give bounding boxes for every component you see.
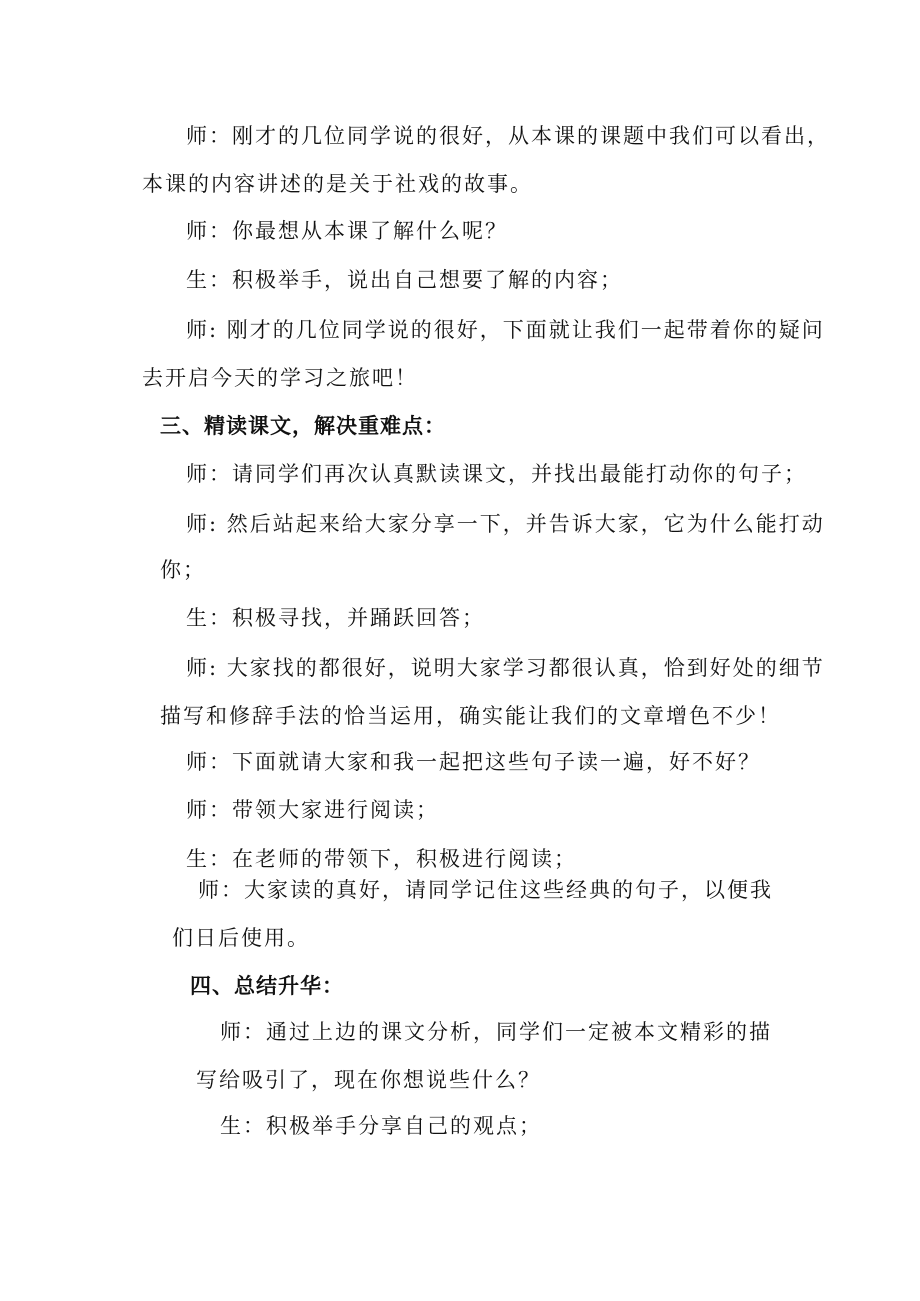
paragraph-line: 师：刚才的几位同学说的很好，从本课的课题中我们可以看出， xyxy=(186,124,830,148)
paragraph-line: 师：带领大家进行阅读； xyxy=(186,798,439,822)
paragraph-line: 师：大家读的真好，请同学记住这些经典的句子，以便我 xyxy=(198,878,773,902)
paragraph-line: 们日后使用。 xyxy=(172,926,310,950)
paragraph-line: 师: 刚才的几位同学说的很好，下面就让我们一起带着你的疑问 xyxy=(186,318,825,342)
paragraph-line: 生：积极举手，说出自己想要了解的内容； xyxy=(186,268,623,292)
section-heading: 三、精读课文，解决重难点： xyxy=(160,414,446,438)
paragraph-line: 师：你最想从本课了解什么呢？ xyxy=(186,219,508,243)
paragraph-line: 你； xyxy=(160,558,206,582)
paragraph-line: 师：下面就请大家和我一起把这些句子读一遍，好不好？ xyxy=(186,750,761,774)
section-heading: 四、总结升华： xyxy=(190,974,344,998)
paragraph-line: 师: 然后站起来给大家分享一下，并告诉大家，它为什么能打动 xyxy=(186,512,825,536)
paragraph-line: 生：在老师的带领下，积极进行阅读； xyxy=(186,847,577,871)
paragraph-line: 去开启今天的学习之旅吧！ xyxy=(142,366,418,390)
paragraph-line: 描写和修辞手法的恰当运用，确实能让我们的文章增色不少！ xyxy=(160,704,781,728)
paragraph-line: 师：通过上边的课文分析，同学们一定被本文精彩的描 xyxy=(220,1020,772,1044)
paragraph-line: 师: 大家找的都很好，说明大家学习都很认真，恰到好处的细节 xyxy=(186,656,825,680)
paragraph-line: 生：积极寻找，并踊跃回答； xyxy=(186,606,485,630)
paragraph-line: 生：积极举手分享自己的观点； xyxy=(220,1114,542,1138)
paragraph-line: 本课的内容讲述的是关于社戏的故事。 xyxy=(142,172,533,196)
paragraph-line: 写给吸引了，现在你想说些什么？ xyxy=(196,1068,541,1092)
paragraph-line: 师：请同学们再次认真默读课文，并找出最能打动你的句子； xyxy=(186,462,807,486)
